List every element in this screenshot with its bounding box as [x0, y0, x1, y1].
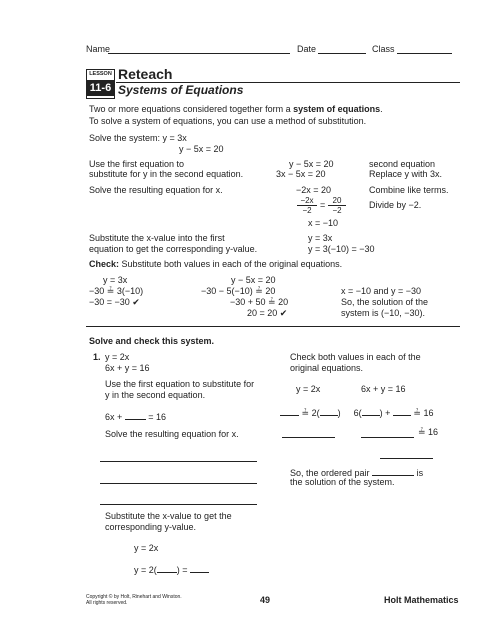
page-number: 49 — [260, 595, 271, 605]
class-field[interactable] — [397, 53, 452, 54]
date-field[interactable] — [318, 53, 366, 54]
x-value-blank[interactable] — [157, 563, 177, 573]
step1-note2: Replace y with 3x. — [369, 169, 443, 179]
exercise-instruction-1b: y in the second equation. — [105, 390, 206, 400]
exercise-instruction-2: Solve the resulting equation for x. — [105, 429, 239, 439]
check-instruction-exercise-b: original equations. — [290, 363, 364, 373]
copyright: Copyright © by Holt, Rinehart and Winston. All rights reserved. — [86, 594, 182, 606]
page-title: Reteach — [118, 66, 173, 82]
check-x-blank[interactable] — [320, 406, 338, 416]
step2-text: Solve the resulting equation for x. — [89, 185, 223, 195]
check-row-1: ≟ 2( ) 6( ) + ≟ 16 — [280, 406, 433, 419]
solve-label: Solve the system: y = 3x — [89, 133, 187, 143]
step2-eq3: x = −10 — [308, 218, 339, 228]
exercise-number: 1. — [93, 352, 101, 362]
date-label: Date — [297, 44, 317, 54]
step1-eq2: 3x − 5x = 20 — [276, 169, 326, 179]
step1-note1: second equation — [369, 159, 436, 169]
step2-equals: = — [320, 200, 326, 210]
work-line-1[interactable] — [100, 461, 257, 462]
check-eq1: y = 2x — [296, 384, 321, 394]
step3-text-2: equation to get the corresponding y-value. — [89, 244, 258, 254]
check-y-blank-2[interactable] — [393, 406, 411, 416]
substitution-equation: 6x + = 16 — [105, 412, 167, 422]
solve-eq2: y − 5x = 20 — [179, 144, 224, 154]
step2-fraction-num-left: −2x — [297, 196, 317, 206]
work-line-3[interactable] — [100, 504, 257, 505]
check-instruction-exercise: Check both values in each of the — [290, 352, 421, 362]
class-label: Class — [372, 44, 395, 54]
step2-note1: Combine like terms. — [369, 185, 449, 195]
step2-fraction-den-left: −2 — [302, 206, 312, 215]
ordered-pair-text: So, the ordered pair is — [290, 468, 424, 478]
step3-eq2: y = 3(−10) = −30 — [308, 244, 375, 254]
step1-eq1: y − 5x = 20 — [289, 159, 334, 169]
y-equation-2: y = 2( ) = — [134, 563, 209, 575]
check-col2-line3: −30 + 50 ≟ 20 — [230, 297, 289, 307]
exercise-eq1: y = 2x — [105, 352, 130, 362]
step3-text: Substitute the x-value into the first — [89, 233, 225, 243]
step2-fraction-den-right: −2 — [332, 206, 342, 215]
work-line-2[interactable] — [100, 483, 257, 484]
check-col1-line3: −30 = −30 ✔ — [89, 297, 140, 307]
check-col1-line1: y = 3x — [103, 275, 128, 285]
check-eq2: 6x + y = 16 — [361, 384, 406, 394]
check-col3-line2: x = −10 and y = −30 — [341, 286, 422, 296]
step2-note2: Divide by −2. — [369, 200, 422, 210]
step2-eq1: −2x = 20 — [296, 185, 332, 195]
check-col2-line1: y − 5x = 20 — [231, 275, 276, 285]
page-subtitle: Systems of Equations — [118, 83, 244, 97]
check-instruction: Check: Substitute both values in each of the original equations. — [89, 259, 343, 269]
check-col2-line4: 20 = 20 ✔ — [247, 308, 288, 318]
intro-line-2: To solve a system of equations, you can use a method of substitution. — [89, 116, 367, 126]
y-equation-1: y = 2x — [134, 543, 159, 553]
step2-fraction-num-right: 20 — [328, 196, 346, 206]
check-x-blank-2[interactable] — [362, 406, 380, 416]
step1-text: Use the first equation to — [89, 159, 185, 169]
check-col1-line2: −30 ≟ 3(−10) — [89, 286, 144, 296]
check-y-blank[interactable] — [280, 406, 299, 416]
section-divider — [86, 326, 460, 327]
lesson-badge-label: LESSON — [89, 71, 112, 77]
lesson-badge — [86, 69, 115, 99]
lesson-number: 11-6 — [87, 80, 114, 96]
check-col3-line4: system is (−10, −30). — [341, 308, 426, 318]
step1-text-2: substitute for y in the second equation. — [89, 169, 244, 179]
check-col3-line3: So, the solution of the — [341, 297, 429, 307]
substitution-blank[interactable] — [125, 410, 146, 420]
check-col2-line2: −30 − 5(−10) ≟ 20 — [201, 286, 276, 296]
publisher-name: Holt Mathematics — [384, 595, 459, 605]
check-result-line-3[interactable] — [380, 458, 433, 459]
y-value-blank[interactable] — [190, 563, 209, 573]
exercise-instruction-3b: corresponding y-value. — [105, 522, 197, 532]
check-result-line-1[interactable] — [282, 437, 335, 438]
step3-eq1: y = 3x — [308, 233, 333, 243]
ordered-pair-text-2: the solution of the system. — [290, 477, 395, 487]
exercise-instruction-3: Substitute the x-value to get the — [105, 511, 232, 521]
ordered-pair-blank[interactable] — [372, 466, 414, 476]
intro-line-1: Two or more equations considered together form a system of equations. — [89, 104, 383, 114]
check-row-2: ≟ 16 — [418, 427, 439, 437]
exercise-heading: Solve and check this system. — [89, 336, 215, 346]
name-field[interactable] — [108, 53, 290, 54]
exercise-instruction-1: Use the first equation to substitute for — [105, 379, 255, 389]
exercise-eq2: 6x + y = 16 — [105, 363, 150, 373]
check-result-line-2[interactable] — [361, 437, 414, 438]
name-label: Name — [86, 44, 111, 54]
